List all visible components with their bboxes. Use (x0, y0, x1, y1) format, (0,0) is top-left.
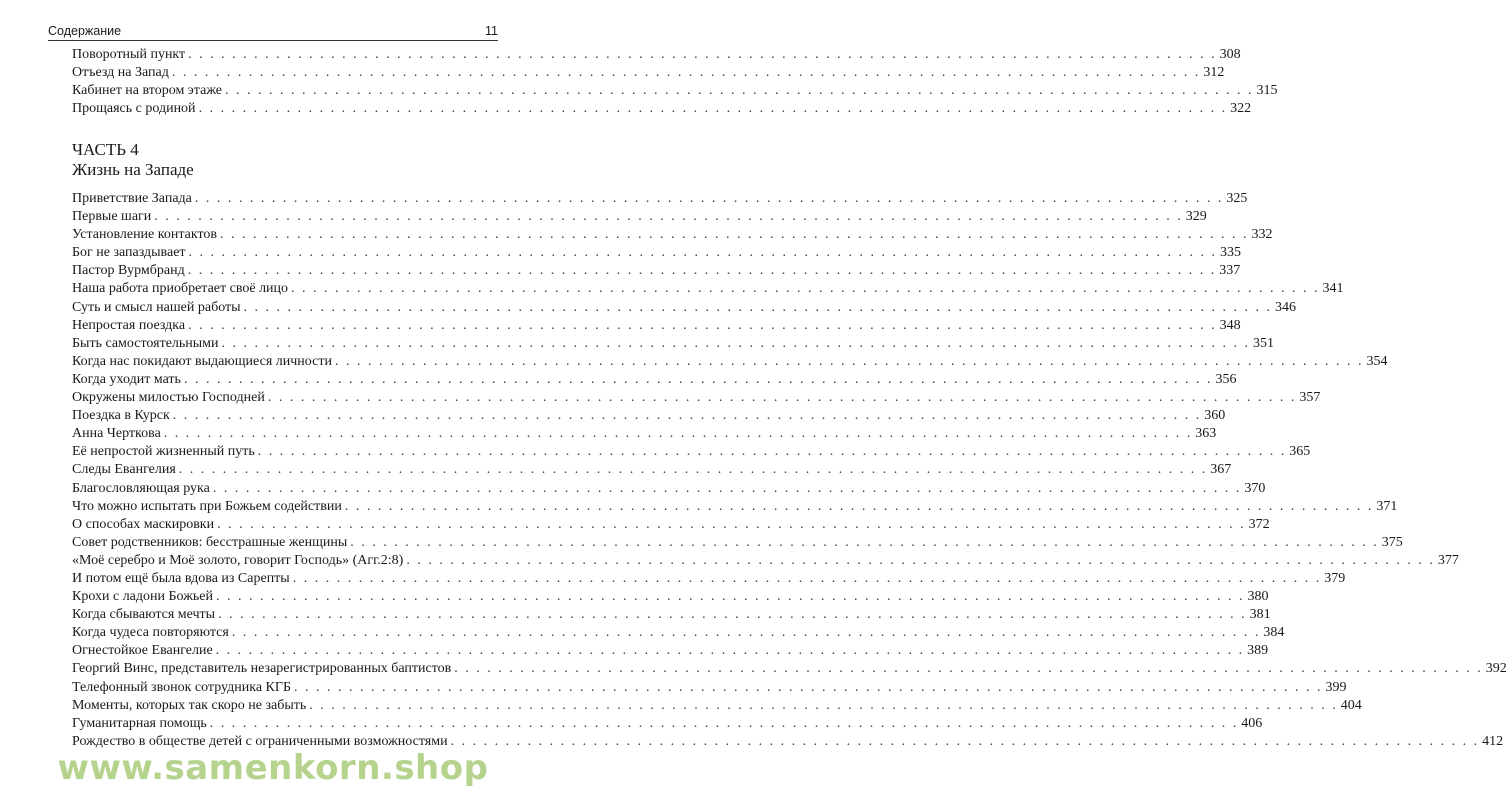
toc-entry[interactable]: Когда сбываются мечты . . . 381 (72, 606, 498, 624)
toc-page: 384 (1263, 625, 1285, 641)
part-title: Жизнь на Западе (72, 160, 194, 179)
toc-page: 322 (1230, 101, 1252, 117)
toc-entry[interactable]: Поездка в Курск . . . 360 (72, 407, 498, 425)
toc-entry[interactable]: «Моё серебро и Моё золото, говорит Господь» (Агг.2:8) . . . 377 (72, 552, 498, 570)
toc-page: 357 (1299, 390, 1321, 406)
toc-entry[interactable]: Приветствие Запада . . . 325 (72, 190, 498, 208)
toc-page: 372 (1248, 516, 1270, 532)
toc-entry[interactable]: Анна Черткова . . . 363 (72, 425, 498, 443)
toc-page: 399 (1325, 679, 1347, 695)
toc-page: 354 (1366, 353, 1388, 369)
toc-page: 360 (1204, 408, 1226, 424)
toc-page: 308 (1219, 47, 1241, 62)
toc-page: 346 (1275, 299, 1297, 315)
toc-entry[interactable]: Суть и смысл нашей работы . . . 346 (72, 299, 498, 317)
page-number: 11 (485, 24, 498, 38)
toc-entry[interactable]: Крохи с ладони Божьей . . . 380 (72, 588, 498, 606)
toc-entry[interactable]: Её непростой жизненный путь . . . 365 (72, 443, 498, 461)
toc-entry[interactable]: Следы Евангелия . . . 367 (72, 461, 498, 479)
toc-page: 329 (1185, 209, 1207, 225)
toc-entry[interactable]: Непростая поездка . . . 348 (72, 317, 498, 335)
toc-page: 348 (1219, 317, 1241, 333)
toc-page: 367 (1210, 462, 1232, 478)
toc-entry[interactable]: Отъезд на Запад . . . 312 (72, 64, 498, 82)
toc-entry[interactable]: Когда уходит мать . . . 356 (72, 371, 498, 389)
toc-entry[interactable]: Георгий Винс, представитель незарегистрированных баптистов . . . 392 (72, 660, 498, 678)
toc-page: 315 (1256, 83, 1278, 99)
toc-page: 332 (1251, 227, 1273, 243)
toc-page: 312 (1203, 65, 1225, 81)
toc-page: 325 (1226, 191, 1248, 206)
running-header (48, 20, 498, 41)
toc-page: 351 (1253, 335, 1275, 351)
toc-page: 337 (1219, 263, 1241, 279)
toc-page: 412 (1482, 733, 1504, 749)
toc-entry[interactable]: Окружены милостью Господней . . . 357 (72, 389, 498, 407)
toc-entry[interactable]: Огнестойкое Евангелие . . . 389 (72, 642, 498, 660)
toc-entry[interactable]: О способах маскировки . . . 372 (72, 516, 498, 534)
toc-entry[interactable]: Рождество в обществе детей с ограниченными возможностями . . . 412 (72, 733, 498, 751)
toc-page: 356 (1215, 371, 1237, 387)
toc-entry[interactable]: Быть самостоятельными . . . 351 (72, 335, 498, 353)
toc-page: 363 (1195, 426, 1217, 442)
toc-entry[interactable]: Поворотный пункт . . . 308 (72, 46, 498, 64)
header-title: Содержание (48, 24, 122, 38)
toc-page: 379 (1324, 570, 1346, 586)
toc-entry[interactable]: Бог не запаздывает . . . 335 (72, 244, 498, 262)
toc-entry[interactable]: Гуманитарная помощь . . . 406 (72, 715, 498, 733)
toc-page: 380 (1247, 589, 1269, 605)
toc-page: 389 (1247, 643, 1269, 659)
toc-entry[interactable]: И потом ещё была вдова из Сарепты . . . 379 (72, 570, 498, 588)
toc-entry[interactable]: Наша работа приобретает своё лицо . . . 341 (72, 280, 498, 298)
toc-entry[interactable]: Когда нас покидают выдающиеся личности . . . 354 (72, 353, 498, 371)
toc-list (72, 190, 1507, 751)
toc-entry[interactable]: Совет родственников: бесстрашные женщины . . . 375 (72, 534, 498, 552)
toc-page: 365 (1289, 444, 1311, 460)
watermark: www.samenkorn.shop (57, 748, 489, 788)
toc-page: 404 (1340, 697, 1362, 713)
toc-entry[interactable]: Прощаясь с родиной . . . 322 (72, 100, 498, 118)
toc-page: 370 (1244, 480, 1266, 496)
toc-entry[interactable]: Кабинет на втором этаже . . . 315 (72, 82, 498, 100)
toc-page: 392 (1485, 661, 1507, 677)
toc-entry[interactable]: Что можно испытать при Божьем содействии . . . 371 (72, 498, 498, 516)
toc-page: 371 (1376, 498, 1398, 514)
toc-entry[interactable]: Телефонный звонок сотрудника КГБ . . . 399 (72, 679, 498, 697)
toc-entry[interactable]: Первые шаги . . . 329 (72, 208, 498, 226)
toc-page: 406 (1241, 715, 1263, 731)
toc-entry[interactable]: Благословляющая рука . . . 370 (72, 480, 498, 498)
toc-entry[interactable]: Моменты, которых так скоро не забыть . . . 404 (72, 697, 498, 715)
toc-top-list (72, 46, 1278, 118)
toc-page: 375 (1381, 534, 1403, 550)
toc-entry[interactable]: Установление контактов . . . 332 (72, 226, 498, 244)
toc-entry[interactable]: Пастор Вурмбранд . . . 337 (72, 262, 498, 280)
part-label: ЧАСТЬ 4 (72, 140, 139, 159)
toc-page: 335 (1220, 245, 1242, 261)
toc-entry[interactable]: Когда чудеса повторяются . . . 384 (72, 624, 498, 642)
toc-page: 377 (1437, 552, 1459, 568)
toc-page: 381 (1249, 607, 1271, 623)
toc-page: 341 (1322, 281, 1344, 297)
